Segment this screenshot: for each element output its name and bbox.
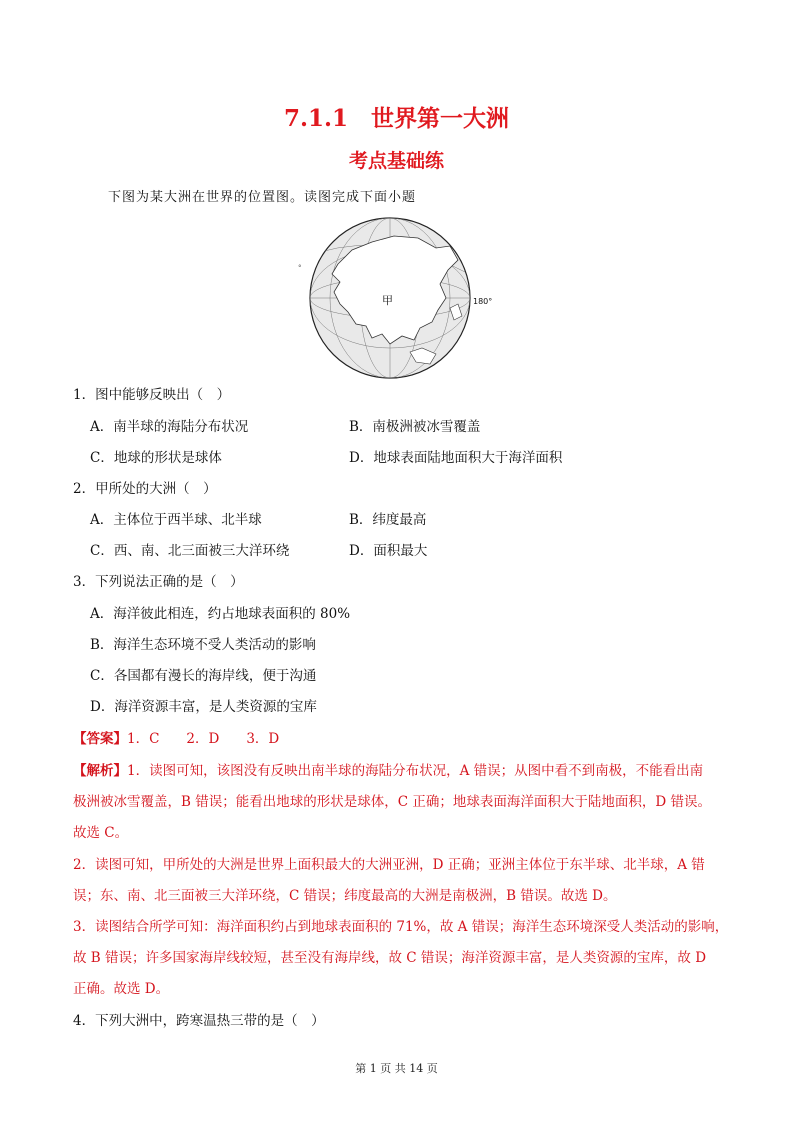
question-1-stem: 1．图中能够反映出（ ） bbox=[73, 387, 231, 403]
svg-text:°: ° bbox=[298, 264, 302, 272]
question-1-option-b[interactable]: B．南极洲被冰雪覆盖 bbox=[349, 419, 481, 435]
page-footer: 第 1 页 共 14 页 bbox=[355, 1062, 438, 1075]
analysis-p2-text-1: 2．读图可知，甲所处的大洲是世界上面积最大的大洲亚洲，D 正确；亚洲主体位于东半球、北半球，A 错 bbox=[73, 857, 705, 873]
analysis-line-1 bbox=[73, 759, 703, 779]
analysis-p1-text-1: 1．读图可知，该图没有反映出南半球的海陆分布状况，A 错误；从图中看不到南极，不能看出南 bbox=[127, 763, 704, 779]
answer-label: 【答案】 bbox=[73, 731, 127, 747]
continent-label: 甲 bbox=[382, 294, 393, 307]
question-3-option-a[interactable]: A．海洋彼此相连，约占地球表面积的 80% bbox=[90, 606, 351, 622]
question-3-option-c[interactable]: C．各国都有漫长的海岸线，便于沟通 bbox=[90, 668, 317, 684]
question-2-option-d[interactable]: D．面积最大 bbox=[349, 543, 428, 559]
answer-line bbox=[73, 727, 279, 747]
longitude-label: 180° bbox=[473, 297, 493, 306]
question-1-option-a[interactable]: A．南半球的海陆分布状况 bbox=[90, 419, 249, 435]
analysis-label: 【解析】 bbox=[73, 763, 127, 779]
analysis-p2-text-2: 误；东、南、北三面被三大洋环绕，C 错误；纬度最高的大洲是南极洲，B 错误。故选 D。 bbox=[73, 888, 617, 904]
answer-text: 1．C 2．D 3．D bbox=[127, 731, 280, 747]
question-2-option-c[interactable]: C．西、南、北三面被三大洋环绕 bbox=[90, 543, 290, 559]
question-2-stem: 2．甲所处的大洲（ ） bbox=[73, 481, 217, 497]
analysis-p3-text-1: 3．读图结合所学可知：海洋面积约占到地球表面积的 71%，故 A 错误；海洋生态环境深受人类活动的影响， bbox=[73, 919, 729, 935]
analysis-p1-text-2: 极洲被冰雪覆盖，B 错误；能看出地球的形状是球体，C 正确；地球表面海洋面积大于陆地面积，D 错误。 bbox=[73, 794, 711, 810]
question-3-stem: 3．下列说法正确的是（ ） bbox=[73, 574, 244, 590]
page-subtitle: 考点基础练 bbox=[348, 150, 444, 172]
analysis-p3-text-3: 正确。故选 D。 bbox=[73, 981, 170, 997]
question-3-option-b[interactable]: B．海洋生态环境不受人类活动的影响 bbox=[90, 637, 316, 653]
question-3-option-d[interactable]: D．海洋资源丰富，是人类资源的宝库 bbox=[90, 699, 317, 715]
question-2-option-b[interactable]: B．纬度最高 bbox=[349, 512, 427, 528]
question-1-option-d[interactable]: D．地球表面陆地面积大于海洋面积 bbox=[349, 450, 563, 466]
page-title: 7.1.1 世界第一大洲 bbox=[283, 105, 510, 132]
analysis-p3-text-2: 故 B 错误；许多国家海岸线较短，甚至没有海岸线，故 C 错误；海洋资源丰富，是人类资源的宝库，故 D bbox=[73, 950, 707, 966]
analysis-p1-text-3: 故选 C。 bbox=[73, 825, 129, 841]
question-2-option-a[interactable]: A．主体位于西半球、北半球 bbox=[90, 512, 262, 528]
intro-text: 下图为某大洲在世界的位置图。读图完成下面小题 bbox=[108, 190, 417, 205]
globe-figure bbox=[290, 212, 500, 382]
question-1-option-c[interactable]: C．地球的形状是球体 bbox=[90, 450, 222, 466]
question-4-stem: 4．下列大洲中，跨寒温热三带的是（ ） bbox=[73, 1013, 325, 1029]
